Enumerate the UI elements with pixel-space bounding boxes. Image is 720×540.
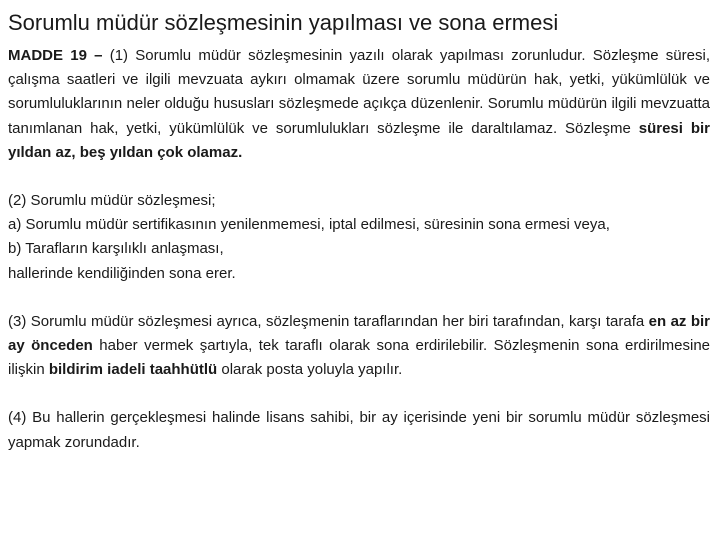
paragraph-2-closing: hallerinde kendiliğinden sona erer. — [8, 264, 236, 282]
paragraph-3-bold-notice: en az bir ay önceden — [8, 312, 710, 355]
paragraph-2-item-a: a) Sorumlu müdür sertifikasının yenilenmemesi, iptal edilmesi, süresinin sona ermesi veya, — [8, 216, 610, 234]
article-label: MADDE 19 – — [8, 47, 103, 64]
paragraph-4: (4) Bu hallerin gerçekleşmesi halinde lisans sahibi, bir ay içerisinde yeni bir sorumlu müdür sözleşmesi yapmak zorundadır. — [8, 409, 710, 451]
page-title: Sorumlu müdür sözleşmesinin yapılması ve sona ermesi — [8, 10, 559, 35]
paragraph-3-bold-registered-mail: bildirim iadeli taahhütlü — [48, 361, 218, 379]
paragraph-2-intro: (2) Sorumlu müdür sözleşmesi; — [8, 192, 216, 210]
paragraph-3 — [8, 310, 710, 383]
paragraph-1 — [8, 44, 710, 165]
paragraph-2-item-b: b) Tarafların karşılıklı anlaşması, — [8, 240, 224, 258]
paragraph-1-text: (1) Sorumlu müdür sözleşmesinin yazılı olarak yapılması zorunludur. Sözleşme süresi, çalışma saatleri ve ilgili mevzuata aykırı olmamak üzere sorumlu müdürün hak, yetki, yükümlülük ve sorumluluklarının neler olduğu hususları sözleşmede açıkça düzenlenir. Sorumlu müdürün ilgili mevzuatta tanımlanan hak, yetki, yükümlülük ve sorumlulukları sözleşme ile daraltılamaz. Sözleşme — [8, 47, 710, 137]
paragraph-3-text-a: (3) Sorumlu müdür sözleşmesi ayrıca, sözleşmenin taraflarından her biri tarafından, karşı tarafa — [8, 312, 649, 330]
paragraph-3-text-c: haber vermek şartıyla, tek taraflı olarak sona erdirilebilir. Sözleşmenin sona erdirilmesine ilişkin — [8, 337, 711, 379]
paragraph-3-text-e: olarak posta yoluyla yapılır. — [217, 361, 403, 379]
paragraph-1-bold-duration: süresi bir yıldan az, beş yıldan çok olamaz. — [8, 119, 710, 161]
paragraph-2 — [8, 189, 710, 286]
